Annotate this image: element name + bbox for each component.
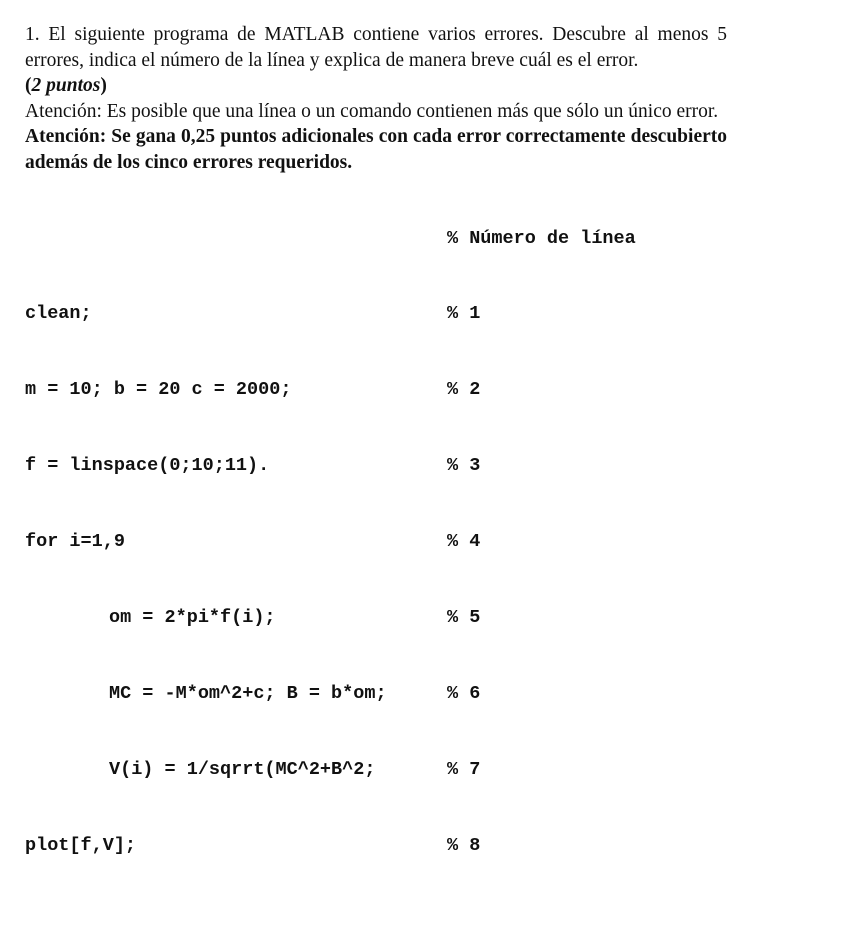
code-text: for i=1,9 bbox=[25, 531, 125, 553]
line-number-comment: % 5 bbox=[447, 607, 481, 629]
line-number-comment: % 8 bbox=[447, 834, 481, 856]
code-text: plot[f,V]; bbox=[25, 834, 137, 856]
points-label bbox=[25, 75, 107, 96]
code-line bbox=[25, 301, 727, 326]
question-statement bbox=[25, 22, 727, 99]
line-number-comment: % 4 bbox=[447, 531, 481, 553]
code-listing bbox=[25, 175, 727, 909]
points-value: 2 puntos bbox=[31, 75, 101, 96]
attention-note-2: Atención: Se gana 0,25 puntos adicionales con cada error correctamente descubierto además de los cinco errores requeridos. bbox=[25, 126, 727, 173]
code-line bbox=[25, 377, 727, 402]
code-text: MC = -M*om^2+c; B = b*om; bbox=[109, 682, 387, 704]
attention-note-1: Atención: Es posible que una línea o un comando contienen más que sólo un único error. bbox=[25, 100, 719, 122]
line-number-comment: % 1 bbox=[447, 303, 481, 325]
question-line-1: 1. El siguiente programa de MATLAB contiene varios errores. Descubre al menos bbox=[25, 24, 709, 45]
line-number-comment: % 7 bbox=[447, 758, 481, 780]
code-line bbox=[25, 681, 727, 706]
code-line bbox=[25, 605, 727, 630]
code-line bbox=[25, 757, 727, 782]
code-line bbox=[25, 453, 727, 478]
question-line-2: 5 errores, indica el número de la línea y explica de manera breve cuál es el error. bbox=[25, 24, 727, 71]
points-open: ( bbox=[25, 75, 32, 96]
line-number-comment: % 2 bbox=[447, 379, 481, 401]
code-line bbox=[25, 833, 727, 858]
line-number-comment: % 3 bbox=[447, 455, 481, 477]
code-line bbox=[25, 529, 727, 554]
code-text: clean; bbox=[25, 303, 92, 325]
exercise-block bbox=[25, 22, 727, 909]
code-text: om = 2*pi*f(i); bbox=[109, 607, 276, 629]
code-text: V(i) = 1/sqrrt(MC^2+B^2; bbox=[109, 758, 376, 780]
line-number-header: % Número de línea bbox=[447, 227, 636, 249]
code-text: f = linspace(0;10;11). bbox=[25, 455, 270, 477]
line-number-comment: % 6 bbox=[447, 682, 481, 704]
points-close: ) bbox=[100, 75, 107, 96]
code-header-row bbox=[25, 226, 727, 251]
code-text: m = 10; b = 20 c = 2000; bbox=[25, 379, 292, 401]
